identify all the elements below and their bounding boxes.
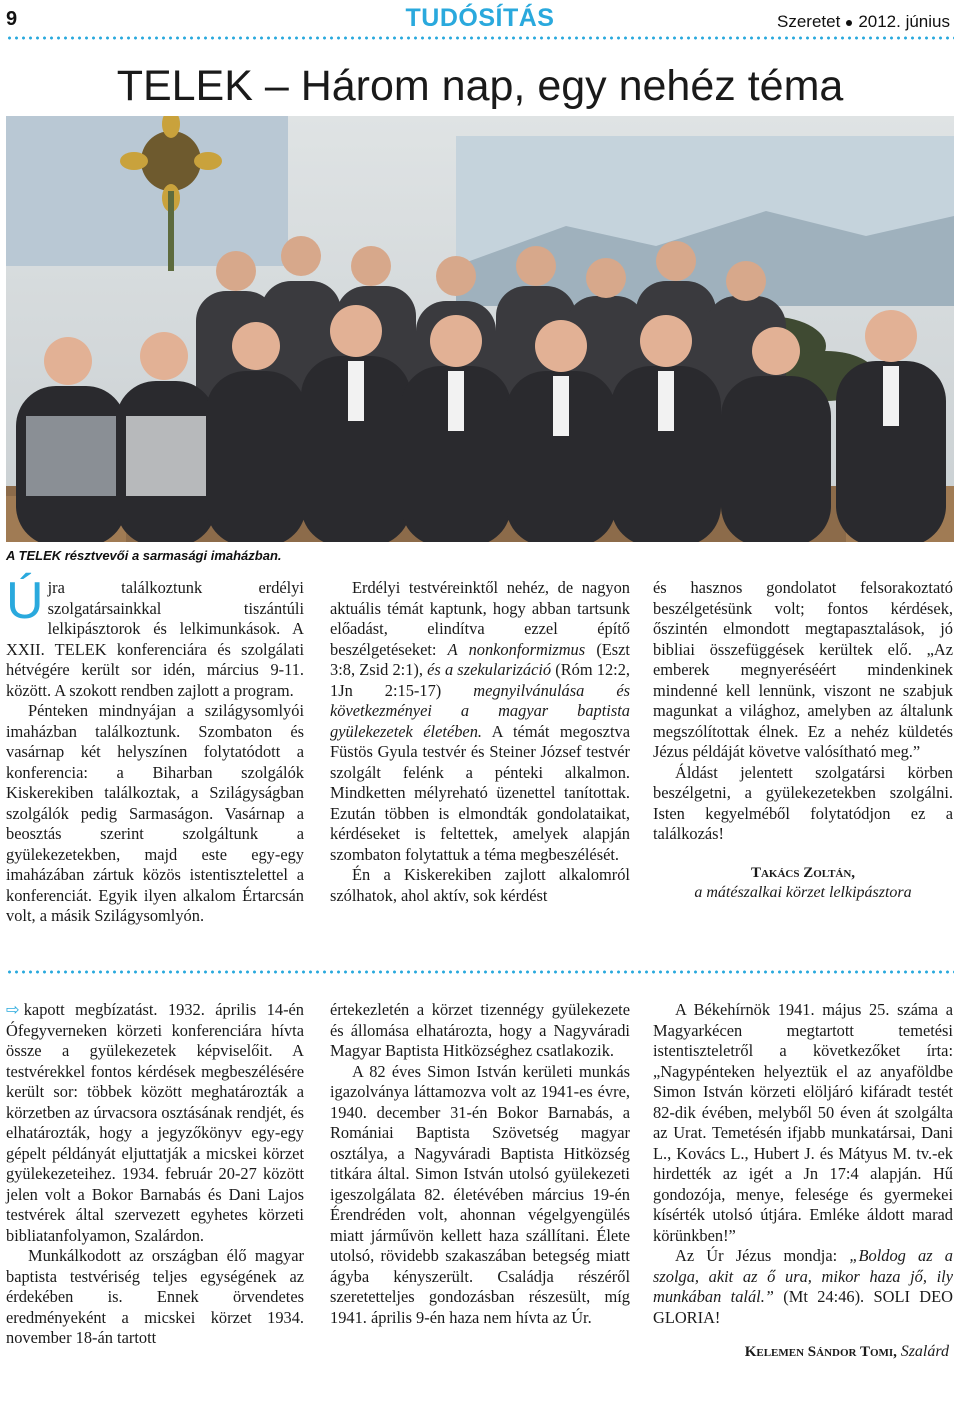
page-header	[0, 0, 960, 44]
drop-cap: Ú	[6, 572, 44, 630]
article-paragraph: Én a Kiskerekiben zajlott alkalomról szólhatok, ahol aktív, sok kérdést	[330, 865, 630, 905]
paragraph-text: A témát megosztva Füstös Gyula testvér és Steiner József testvér szolgált felénk a pénteki alkalmon. Mindketten mélyreható üzenettel tanítottak. Ezután többen is elmondták gondolataikat, kérdéseket is feltettek, amelyek alapján szombaton folytattuk a téma megbeszélését.	[330, 721, 630, 864]
issue-date: 2012. június	[858, 12, 950, 31]
continued-column-3	[653, 1000, 953, 1363]
author-name: Kelemen Sándor Tomi,	[744, 1344, 897, 1360]
continued-column-1	[6, 1000, 304, 1349]
article-column-3	[653, 578, 953, 904]
magazine-name: Szeretet	[777, 12, 841, 31]
paragraph-text: (Eszt 3:8, Zsid 2:1),	[330, 639, 630, 679]
paragraph-text: (Róm 12:2, 1Jn 2:15-17)	[330, 660, 630, 700]
emphasis-text: és a szekularizáció	[427, 660, 552, 679]
group-photo	[6, 116, 954, 542]
page-number: 9	[6, 8, 18, 30]
issue-info	[777, 12, 950, 32]
article-paragraph: Munkálkodott az országban élő magyar baptista testvériség teljes egységének az érdekében is. Ennek örvendetes eredményeként a micskei körzet 1934. november 18-án tartott	[6, 1246, 304, 1347]
article-paragraph: Pénteken mindnyájan a szilágysomlyói imaházban találkoztunk. Szombaton és vasárnap két helyszínen folytatódott a konferencia: a Biharban szolgálók Kiskerekiben találkoztak, a Szilágyságban szolgálók pedig Sarmaságon. Vasárnap a beosztás szerint szolgáltunk a gyülekezetekben, majd este egy-egy imaházában zártuk közös istentisztelettel a konferenciát. Egyik ilyen alkalom Értarcsán volt, a másik Szilágysomlyón.	[6, 701, 304, 925]
dotted-rule-separator	[6, 970, 954, 974]
paragraph-text: Erdélyi testvéreinktől nehéz, de nagyon aktuális témát kaptunk, hogy abban tartsunk előadást, elindítva ezzel építő beszélgetéseket:	[330, 578, 630, 659]
article-paragraph	[653, 1246, 953, 1328]
author-place: Szalárd	[900, 1343, 949, 1360]
article-paragraph: értekezletén a körzet tizennégy gyülekezete és állomása elhatározta, hogy a Nagyváradi Magyar Baptista Hitközséghez csatlakozik.	[330, 1000, 630, 1060]
article-paragraph: A Békehírnök 1941. május 25. száma a Magyarkécen megtartott temetési istentiszteletről a következőket írta: „Nagypénteken helyeztük el az anyaföldbe Simon István körzeti elöljáró kifáradt testét 82-dik évében, melyből 50 éven át szolgálta az Urat. Temetésén ifjabb munkatársai, Dani L., Kovács L., Hubert J. és Mátyus M. tv.-ek hirdették az igét a Jn 17:4 alapján. Hű gondozója, menye, felesége és gyermekei kísérték utolsó útjára. Emléke áldott marad körünkben!”	[653, 1000, 953, 1245]
article-paragraph: Áldást jelentett szolgatársi körben beszélgetni, a gyülekezetekben szolgálni. Isten kegyelméből folytatódjon ez a találkozás!	[653, 762, 953, 843]
paragraph-text: kapott megbízatást. 1932. április 14-én Ófegyverneken körzeti konferenciára hívta össze a gyülekezetek képviselőit. A testvérekkel fontos kérdések megbeszélésére került sor: többek között meghatározták a körzetben az úrvacsora osztásának rendjét, és elhatározták, hogy a jegyzőkönyv egy-egy gépelt példányát eljuttatják a micskei körzet gyülekezeteihez. 1934. február 20-27 között jelen volt a Bokor Barnabás és Dani Lajos testvérek által szervezett egyhetes körzeti bibliatanfolyamon, Szalárdon.	[6, 1000, 304, 1245]
article-column-1	[6, 572, 304, 927]
article-paragraph: A 82 éves Simon István kerületi munkás igazolványa láttamozva volt az 1941-es évre, 1940. december 31-én Bokor Barnabás, a Romániai Baptista Szövetség magyar osztálya, a Nagyváradi Baptista Hitközség titkára által. Simon István utolsó gyülekezeti igeszolgálata 82. életévében március 19-én Érendréden volt, ahonnan végelgyengülés miatt járművön kellett haza szállítani. Élete utolsó, rövidebb szakaszában betegség miatt ágyba kényszerült. Családja részéről szeretetteljes gondozásban részesült, míg 1941. április 9-én haza nem hívta az Úr.	[330, 1061, 630, 1327]
author-role: a mátészalkai körzet lelkipásztora	[694, 884, 912, 901]
author-signature	[653, 1342, 953, 1363]
paragraph-text: (Mt 24:46). SOLI DEO GLORIA!	[653, 1287, 953, 1327]
bullet-dot-icon	[846, 20, 852, 26]
article-paragraph: és hasznos gondolatot felsorakoztató beszélgetésünk volt; fontos kérdések, őszintén elmondott megtapasztalások, jó bibliai összefüggések kerültek elő. „Az emberek megnyeréséért mindenkinek mindenné kell lennünk, viszont ne szabjuk magunkat a világhoz, amelyben az általunk megszólítottak élnek. Ez a nehéz küldetés Jézus példáját követve valósítható meg.”	[653, 578, 953, 761]
emphasis-text: „Boldog az a szolga, akit az ő ura, mikor haza jő, ily munkában talál.”	[653, 1246, 953, 1306]
article-title: TELEK – Három nap, egy nehéz téma	[116, 62, 844, 110]
emphasis-text: megnyilvánulása és következményei a magyar baptista gyülekezetek életében.	[330, 680, 630, 741]
paragraph-text: Az Úr Jézus mondja:	[675, 1246, 838, 1265]
article-paragraph	[6, 572, 304, 701]
paragraph-text: jra találkoztunk erdélyi szolgatársainkkal tiszántúli lelkipásztorok és lelkimunkások. A XXII. TELEK konferenciára és szolgálati hétvégére került sor idén, március 9-11. között. A szokott rendben zajlott a program.	[6, 578, 304, 700]
article-paragraph	[330, 578, 630, 865]
section-title: TUDÓSÍTÁS	[405, 4, 555, 32]
group-photo-illustration	[6, 116, 954, 542]
author-name: Takács Zoltán,	[750, 864, 856, 881]
article-column-2	[330, 578, 630, 906]
article-paragraph	[6, 1000, 304, 1246]
emphasis-text: A nonkonformizmus	[447, 639, 586, 659]
continued-column-2	[330, 1000, 630, 1328]
dotted-rule-top	[6, 36, 954, 40]
continuation-arrow-icon: ⇨	[6, 1000, 20, 1019]
photo-caption: A TELEK résztvevői a sarmasági imaházban.	[6, 548, 282, 563]
